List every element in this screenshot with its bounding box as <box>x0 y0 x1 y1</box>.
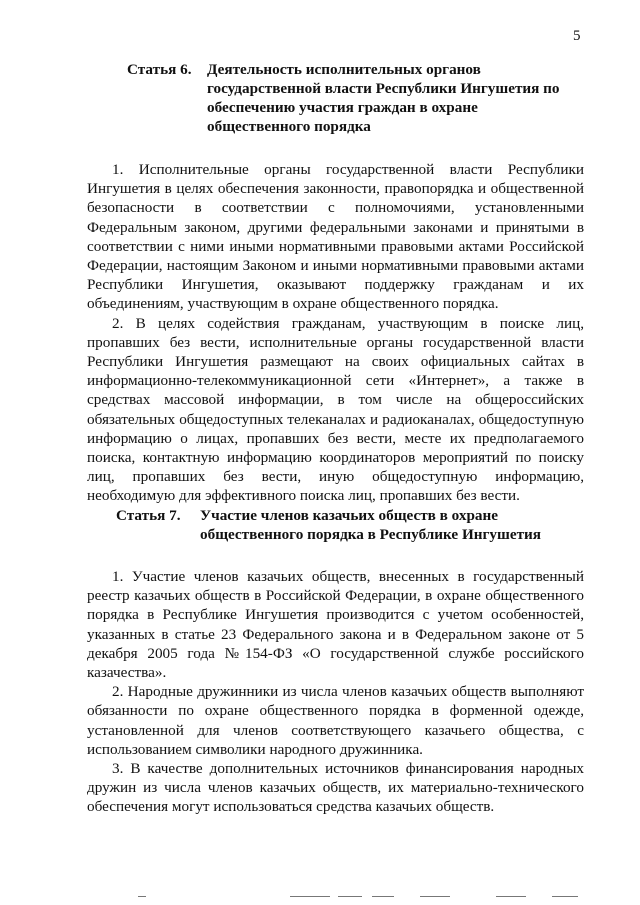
article-7 <box>87 506 584 817</box>
article-7-title: Участие членов казачьих обществ в охране общественного порядка в Республике Ингушетия <box>200 507 542 543</box>
page-number: 5 <box>573 28 581 44</box>
article-7-body <box>87 567 584 817</box>
article-6-title: Деятельность исполнительных органов государственной власти Республики Ингушетия по обеспечению участия граждан в охране общественного порядка <box>207 61 560 135</box>
article-6 <box>87 60 584 506</box>
article-7-paragraph-1: 1. Участие членов казачьих обществ, внесенных в государственный реестр казачьих обществ в Российской Федерации, в охране общественного порядка в Республике Ингушетия производится с учетом особенностей, указанных в статье 23 Федерального закона и в Федеральном законе от 5 декабря 2005 года №154-ФЗ «О государственной службе российского казачества». <box>87 568 584 682</box>
article-6-paragraph-1: 1. Исполнительные органы государственной власти Республики Ингушетия в целях обеспечения законности, правопорядка и общественной безопасности в соответствии с полномочиями, установленными Федеральным законом, другими федеральными законами и принятыми в соответствии с ними иными нормативными правовыми актами Российской Федерации, настоящим Законом и иными нормативными правовыми актами Республики Ингушетия, оказывают поддержку гражданам и их объединениям, участвующим в охране общественного порядка. <box>87 161 584 313</box>
article-6-body <box>87 160 584 506</box>
article-7-paragraph-2: 2. Народные дружинники из числа членов казачьих обществ выполняют обязанности по охране общественного порядка в форменной одежде, установленной для членов соответствующего казачьего общества, с использованием символики народного дружинника. <box>87 683 584 758</box>
article-6-heading <box>87 60 584 136</box>
scan-edge-marks <box>0 896 640 902</box>
article-7-heading <box>87 506 584 544</box>
article-6-paragraph-2: 2. В целях содействия гражданам, участвующим в поиске лиц, пропавших без вести, исполнительные органы государственной власти Республики Ингушетия размещают на своих официальных сайтах в информационно-телекоммуникационной сети «Интернет», а также в средствах массовой информации, в том числе на общероссийских обязательных общедоступных телеканалах и радиоканалах, общедоступную информацию о лицах, пропавших без вести, месте их предполагаемого поиска, контактную информацию координаторов мероприятий по поиску лиц, пропавших без вести, иную общедоступную информацию, необходимую для эффективного поиска лиц, пропавших без вести. <box>87 314 584 505</box>
article-7-label: Статья 7. <box>116 507 181 524</box>
article-6-label: Статья 6. <box>127 61 192 78</box>
article-7-paragraph-3: 3. В качестве дополнительных источников финансирования народных дружин из числа членов казачьих обществ, их материально-технического обеспечения могут использоваться средства казачьих обществ. <box>87 760 584 816</box>
